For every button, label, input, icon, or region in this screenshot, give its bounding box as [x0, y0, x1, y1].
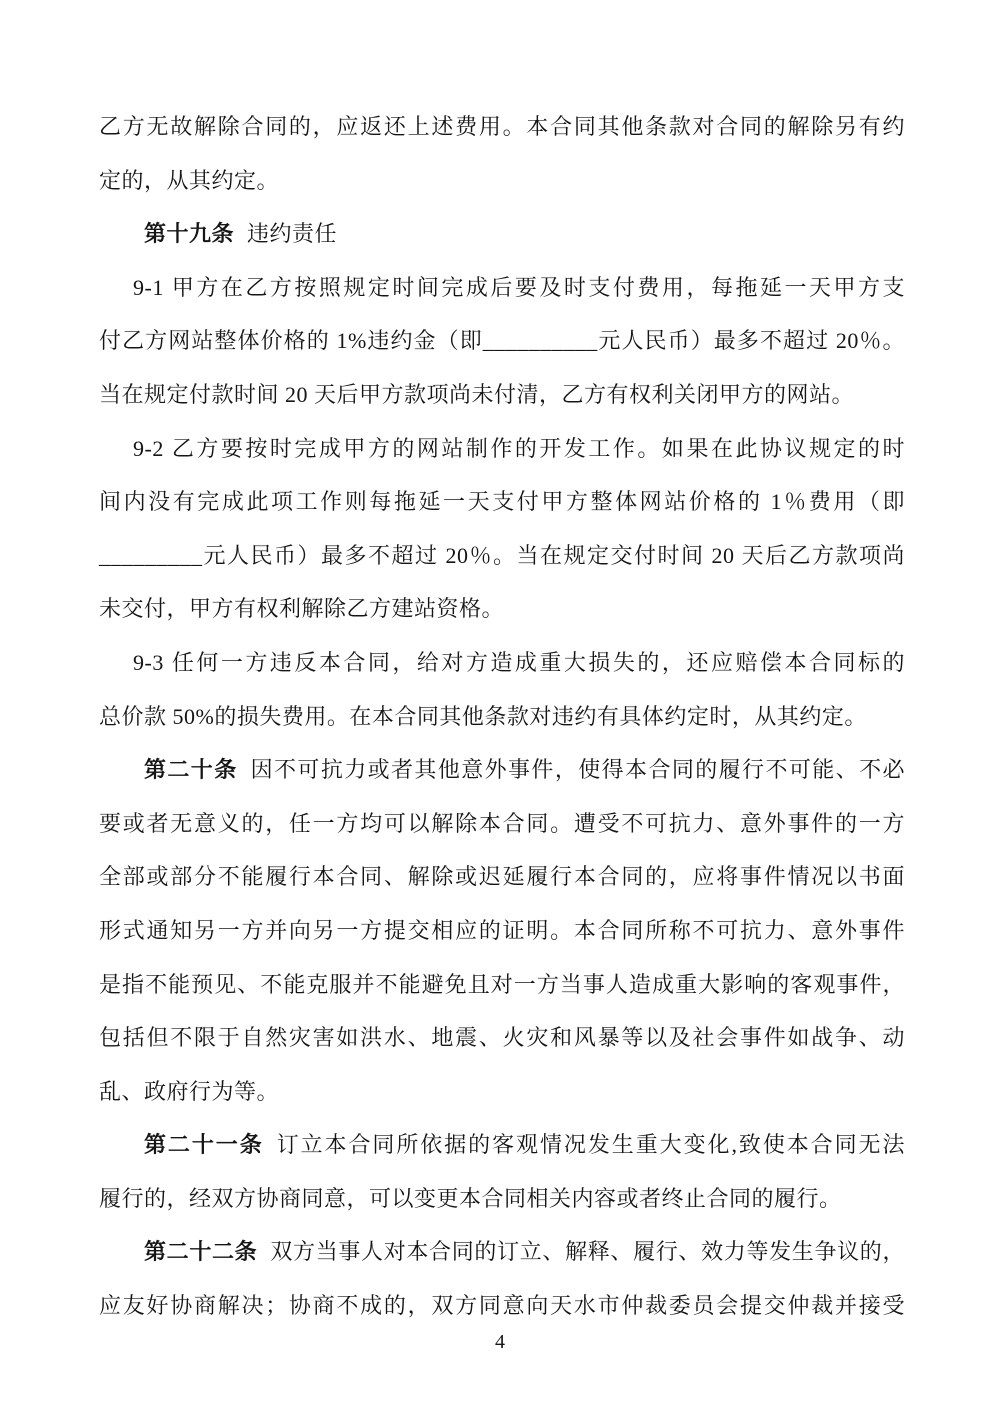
line-text: 双方当事人对本合同的订立、解释、履行、效力等发生争议的， — [270, 1239, 905, 1265]
clause-number: 第十九条 — [144, 221, 235, 247]
line-text: 间内没有完成此项工作则每拖延一天支付甲方整体网站价格的 1％费用（即 — [99, 489, 905, 515]
text-line — [99, 1011, 905, 1065]
line-text: 因不可抗力或者其他意外事件，使得本合同的履行不可能、不必 — [250, 757, 905, 783]
clause-heading-line — [99, 1118, 905, 1172]
line-text: _________元人民币）最多不超过 20％。当在规定交付时间 20 天后乙方款项尚 — [99, 542, 905, 568]
page-number: 4 — [495, 1331, 505, 1353]
text-line — [99, 582, 905, 636]
line-text: 9-3 任何一方违反本合同，给对方造成重大损失的，还应赔偿本合同标的 — [133, 649, 905, 675]
text-line — [99, 690, 905, 744]
clause-heading-line — [99, 1225, 905, 1279]
line-text: 是指不能预见、不能克服并不能避免且对一方当事人造成重大影响的客观事件， — [99, 971, 905, 997]
line-text: 未交付，甲方有权利解除乙方建站资格。 — [99, 596, 505, 622]
clause-heading-line — [99, 207, 905, 261]
line-text: 付乙方网站整体价格的 1%违约金（即__________元人民币）最多不超过 20％。 — [99, 328, 905, 354]
line-text: 违约责任 — [247, 221, 338, 247]
line-text: 应友好协商解决；协商不成的，双方同意向天水市仲裁委员会提交仲裁并接受 — [99, 1293, 905, 1319]
line-text: 总价款 50%的损失费用。在本合同其他条款对违约有具体约定时，从其约定。 — [99, 703, 867, 729]
text-line — [99, 797, 905, 851]
line-text: 乙方无故解除合同的，应返还上述费用。本合同其他条款对合同的解除另有约 — [99, 114, 905, 139]
text-line — [99, 261, 905, 315]
text-line — [99, 314, 905, 368]
line-text: 乱、政府行为等。 — [99, 1078, 280, 1104]
line-text: 9-2 乙方要按时完成甲方的网站制作的开发工作。如果在此协议规定的时 — [133, 435, 905, 461]
text-line — [99, 1172, 905, 1226]
clause-number: 第二十一条 — [144, 1132, 264, 1158]
line-text: 定的，从其约定。 — [99, 167, 280, 193]
text-line — [99, 1279, 905, 1333]
line-text: 当在规定付款时间 20 天后甲方款项尚未付清，乙方有权利关闭甲方的网站。 — [99, 381, 855, 407]
clause-number: 第二十二条 — [144, 1239, 258, 1265]
line-text: 履行的，经双方协商同意，可以变更本合同相关内容或者终止合同的履行。 — [99, 1185, 842, 1211]
clause-number: 第二十条 — [144, 757, 238, 783]
line-text: 包括但不限于自然灾害如洪水、地震、火灾和风暴等以及社会事件如战争、动 — [99, 1025, 905, 1051]
text-line — [99, 636, 905, 690]
text-line — [99, 368, 905, 422]
clause-heading-line — [99, 743, 905, 797]
text-line — [99, 958, 905, 1012]
line-text: 订立本合同所依据的客观情况发生重大变化,致使本合同无法 — [276, 1132, 905, 1158]
text-line — [99, 475, 905, 529]
text-line — [99, 904, 905, 958]
text-line — [99, 529, 905, 583]
text-line — [99, 850, 905, 904]
contract-text — [99, 100, 905, 1333]
line-text: 形式通知另一方并向另一方提交相应的证明。本合同所称不可抗力、意外事件 — [99, 917, 905, 943]
text-line — [99, 1065, 905, 1119]
line-text: 9-1 甲方在乙方按照规定时间完成后要及时支付费用，每拖延一天甲方支 — [133, 274, 905, 300]
text-line — [99, 100, 905, 154]
line-text: 要或者无意义的，任一方均可以解除本合同。遭受不可抗力、意外事件的一方 — [99, 810, 905, 836]
text-line — [99, 422, 905, 476]
text-line — [99, 154, 905, 208]
line-text: 全部或部分不能履行本合同、解除或迟延履行本合同的，应将事件情况以书面 — [99, 864, 905, 890]
